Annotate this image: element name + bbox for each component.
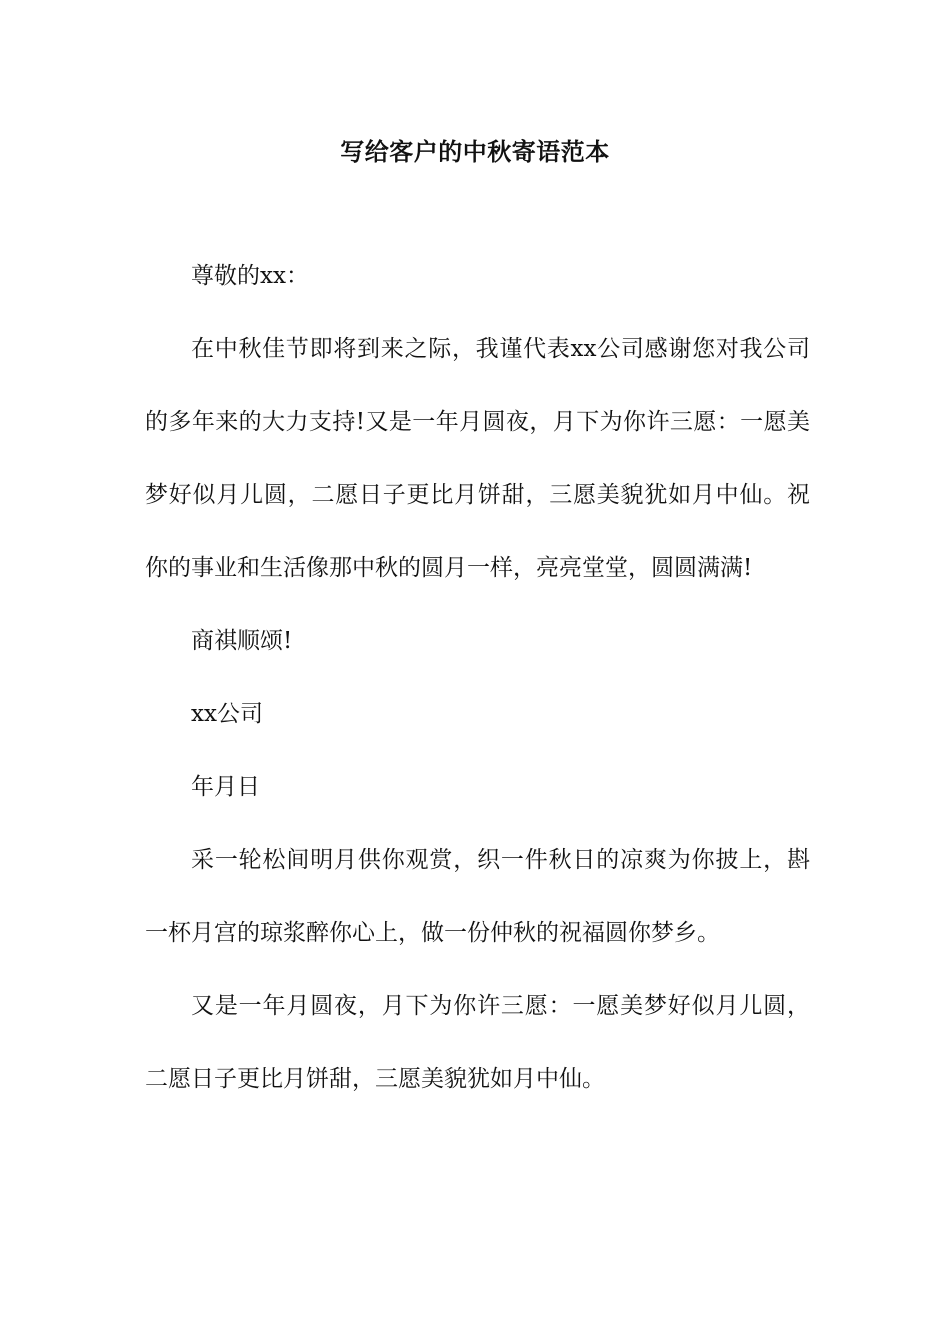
greeting-paragraph-2: 又是一年月圆夜，月下为你许三愿：一愿美梦好似月儿圆，二愿日子更比月饼甜，三愿美貌犹如月中仙。 — [145, 993, 810, 1092]
document-body — [145, 240, 810, 1116]
closing-phrase: 商祺顺颂! — [191, 628, 293, 654]
signature-company: xx公司 — [191, 701, 263, 727]
greeting-paragraph-1: 采一轮松间明月供你观赏，织一件秋日的凉爽为你披上，斟一杯月宫的琼浆醉你心上，做一份仲秋的祝福圆你梦乡。 — [145, 847, 810, 946]
main-paragraph: 在中秋佳节即将到来之际，我谨代表xx公司感谢您对我公司的多年来的大力支持!又是一年月圆夜，月下为你许三愿：一愿美梦好似月儿圆，二愿日子更比月饼甜，三愿美貌犹如月中仙。祝你的事业和生活像那中秋的圆月一样，亮亮堂堂，圆圆满满! — [145, 336, 810, 581]
signature-date: 年月日 — [191, 774, 260, 800]
salutation: 尊敬的xx： — [191, 263, 309, 289]
document-title: 写给客户的中秋寄语范本 — [340, 137, 610, 166]
